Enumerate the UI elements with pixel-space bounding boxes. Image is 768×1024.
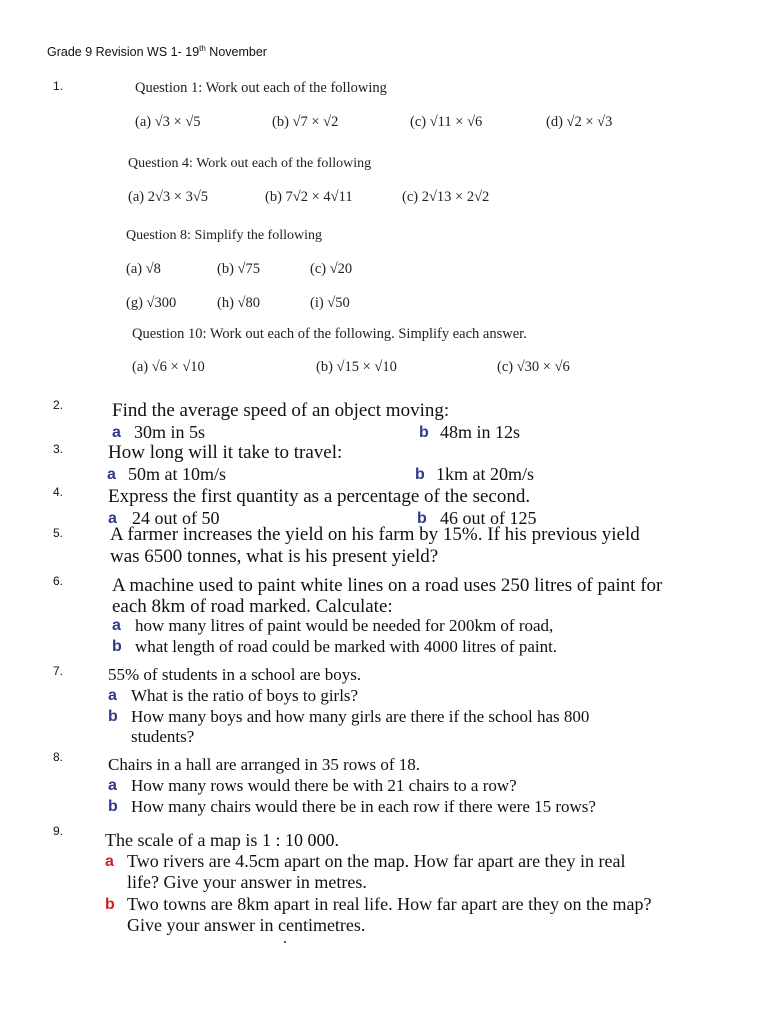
q1-item: (d) √2 × √3: [546, 114, 613, 130]
q5-line: A farmer increases the yield on his farm by 15%. If his previous yield: [110, 524, 640, 545]
q3-part-b: 1km at 20m/s: [436, 464, 534, 484]
part-label-b: b: [112, 638, 122, 655]
q9-text: The scale of a map is 1 : 10 000.: [105, 830, 339, 850]
q8-item: (g) √300: [126, 295, 177, 311]
q10-item: (a) √6 × √10: [132, 359, 205, 375]
q10-heading: Question 10: Work out each of the following. Simplify each answer.: [132, 326, 527, 342]
q2-part-a: 30m in 5s: [134, 422, 206, 442]
q1-heading: Question 1: Work out each of the following: [135, 80, 387, 96]
q9-part-b-cont: Give your answer in centimetres.: [127, 915, 366, 935]
q2-text: Find the average speed of an object moving:: [112, 400, 450, 421]
part-label-b: b: [415, 466, 425, 483]
question-number-5: 5.: [53, 526, 64, 540]
part-label-a: a: [107, 466, 116, 483]
q10-item: (c) √30 × √6: [497, 359, 570, 375]
q3-text: How long will it take to travel:: [108, 442, 343, 463]
part-label-b: b: [419, 424, 429, 441]
q3-part-a: 50m at 10m/s: [128, 464, 226, 484]
worksheet-title: Grade 9 Revision WS 1- 19th November: [47, 44, 267, 60]
question-number-8: 8.: [53, 750, 64, 764]
q4-item: (a) 2√3 × 3√5: [128, 189, 209, 205]
q8-item: (a) √8: [126, 261, 161, 277]
q4-item: (b) 7√2 × 4√11: [265, 189, 353, 205]
q8-part-a: How many rows would there be with 21 chairs to a row?: [131, 776, 517, 795]
q5-line: was 6500 tonnes, what is his present yield?: [110, 546, 439, 567]
q4-part-a: 24 out of 50: [132, 508, 220, 528]
q9-part-b: Two towns are 8km apart in real life. How far apart are they on the map?: [127, 894, 652, 914]
q8-text: Chairs in a hall are arranged in 35 rows of 18.: [108, 755, 421, 774]
q1-item: (b) √7 × √2: [272, 114, 339, 130]
question-number-7: 7.: [53, 664, 64, 678]
part-label-b: b: [417, 510, 427, 527]
part-label-b: b: [108, 708, 118, 725]
question-number-6: 6.: [53, 574, 64, 588]
q4-part-b: 46 out of 125: [440, 508, 537, 528]
q7-part-b: How many boys and how many girls are there if the school has 800: [131, 707, 590, 726]
part-label-a: a: [112, 424, 121, 441]
q6-line: A machine used to paint white lines on a road uses 250 litres of paint for: [112, 575, 663, 596]
q8-item: (h) √80: [217, 295, 260, 311]
stray-mark: [284, 941, 286, 943]
part-label-a: a: [108, 777, 117, 794]
q6-part-b: what length of road could be marked with 4000 litres of paint.: [135, 637, 558, 656]
q6-part-a: how many litres of paint would be needed for 200km of road,: [135, 616, 554, 635]
question-number-9: 9.: [53, 824, 64, 838]
q6-line: each 8km of road marked. Calculate:: [112, 596, 393, 617]
q4-text: Express the first quantity as a percentage of the second.: [108, 486, 531, 507]
q7-part-b-cont: students?: [131, 727, 195, 746]
q7-part-a: What is the ratio of boys to girls?: [131, 686, 359, 705]
q7-text: 55% of students in a school are boys.: [108, 665, 362, 684]
q4-item: (c) 2√13 × 2√2: [402, 189, 490, 205]
q9-part-a: Two rivers are 4.5cm apart on the map. How far apart are they in real: [127, 851, 626, 871]
q1-item: (a) √3 × √5: [135, 114, 201, 130]
part-label-b: b: [105, 896, 115, 913]
question-number-1: 1.: [53, 79, 64, 93]
q2-part-b: 48m in 12s: [440, 422, 521, 442]
part-label-a: a: [105, 853, 114, 870]
q4-heading: Question 4: Work out each of the following: [128, 156, 372, 171]
q1-item: (c) √11 × √6: [410, 114, 483, 130]
question-number-2: 2.: [53, 398, 64, 412]
part-label-a: a: [112, 617, 121, 634]
q8-item: (c) √20: [310, 261, 353, 277]
q9-part-a-cont: life? Give your answer in metres.: [127, 872, 367, 892]
q8-item: (i) √50: [310, 295, 350, 311]
q8-part-b: How many chairs would there be in each row if there were 15 rows?: [131, 797, 596, 816]
part-label-a: a: [108, 687, 117, 704]
q10-item: (b) √15 × √10: [316, 359, 397, 375]
question-number-4: 4.: [53, 485, 64, 499]
part-label-b: b: [108, 798, 118, 815]
question-number-3: 3.: [53, 442, 64, 456]
q8-item: (b) √75: [217, 261, 260, 277]
q8-heading: Question 8: Simplify the following: [126, 228, 322, 243]
part-label-a: a: [108, 510, 117, 527]
